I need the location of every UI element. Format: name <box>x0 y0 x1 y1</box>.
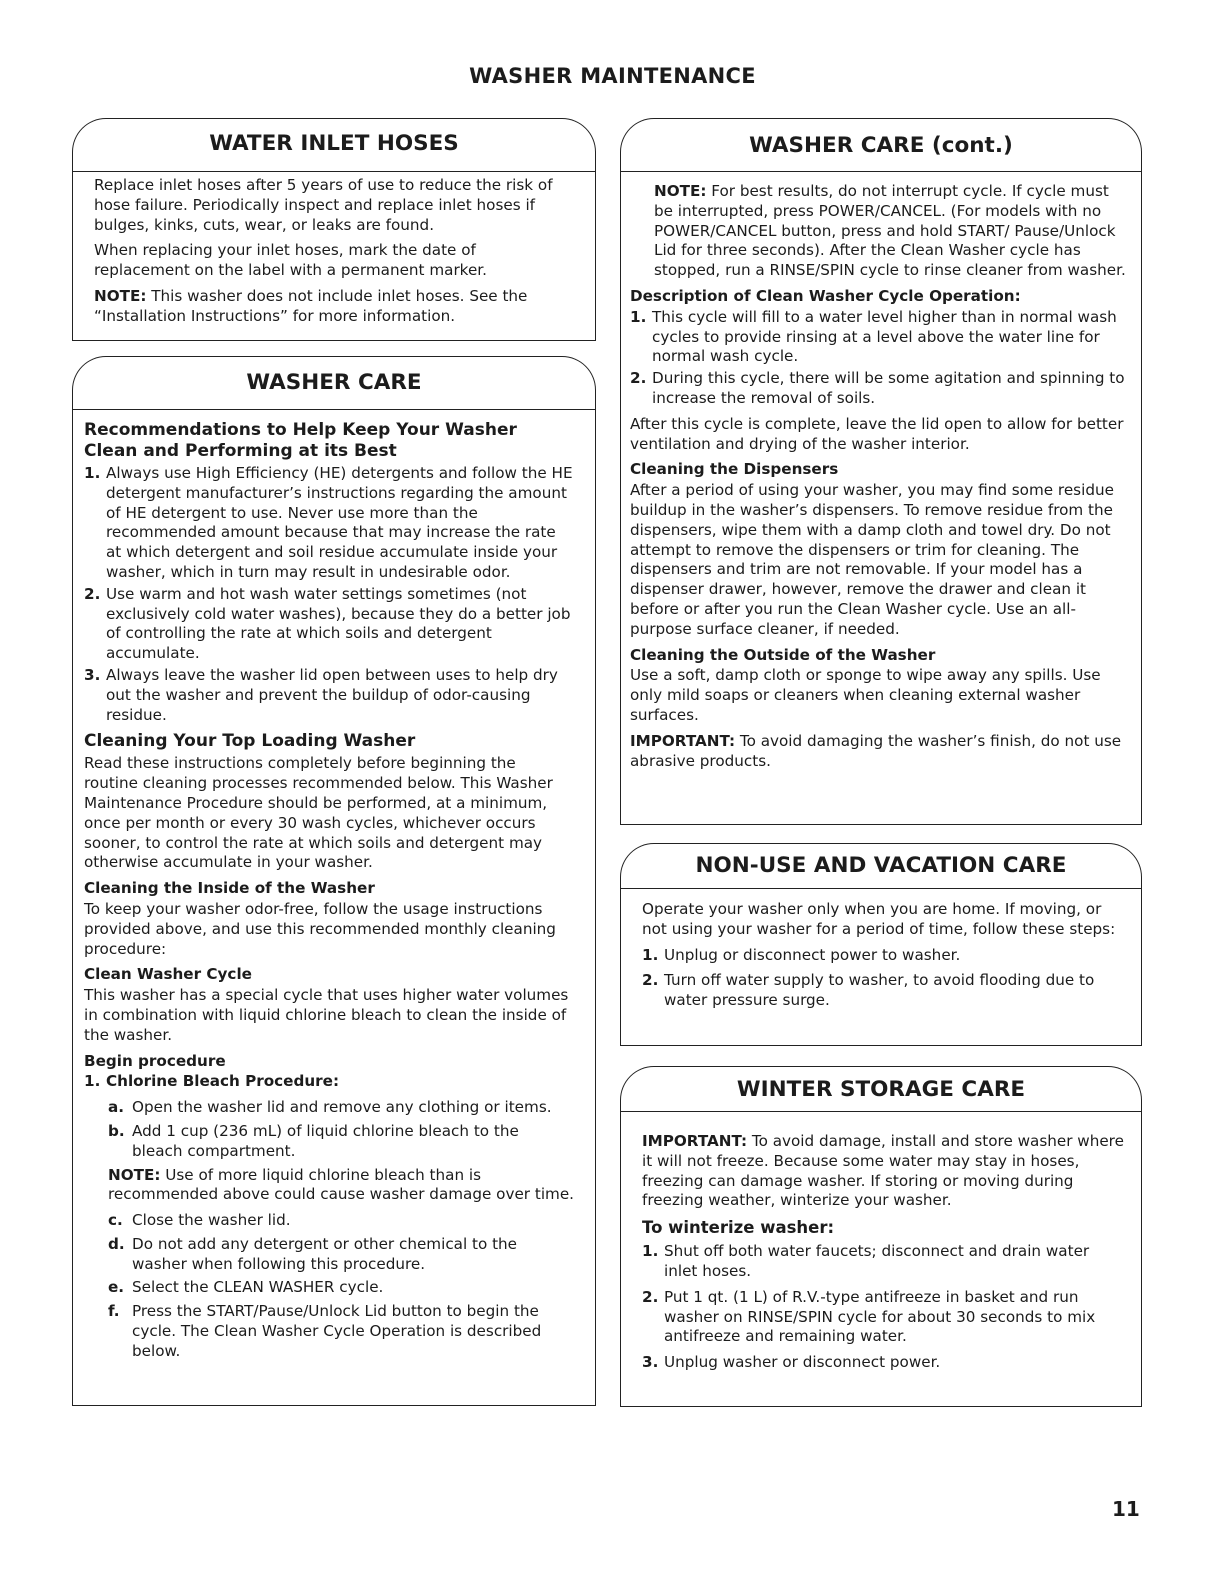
note-text: For best results, do not interrupt cycle. If cycle must be interrupted, press POWER/CANCEL. (For models with no POWER/CANCEL button, press and hold START/ Pause/Unlock Lid for three seconds). After the Clean Washer cycle has stopped, run a RINSE/SPIN cycle to rinse cleaner from washer. <box>654 182 1126 280</box>
page-title: WASHER MAINTENANCE <box>469 64 756 88</box>
dispensers-heading: Cleaning the Dispensers <box>630 460 839 479</box>
paragraph: This washer has a special cycle that uses higher water volumes in combination with liquid chlorine bleach to clean the inside of the washer. <box>84 986 569 1044</box>
list-item <box>642 971 1120 1011</box>
step-text: Select the CLEAN WASHER cycle. <box>132 1278 384 1297</box>
item-number: 1. <box>642 1242 659 1261</box>
paragraph: To keep your washer odor-free, follow the usage instructions provided above, and use this recommended monthly cleaning procedure: <box>84 899 556 958</box>
section-body <box>84 420 574 1366</box>
list-item <box>642 946 1120 966</box>
paragraph: Use a soft, damp cloth or sponge to wipe away any spills. Use only mild soaps or cleaners when cleaning external washer surfaces. <box>630 666 1101 724</box>
item-number: 1. <box>642 945 659 964</box>
note-label: NOTE: <box>108 1165 161 1184</box>
inside-heading: Cleaning the Inside of the Washer <box>84 879 375 898</box>
step-letter: c. <box>108 1211 123 1230</box>
step-letter: e. <box>108 1278 125 1297</box>
procedure-list <box>84 1072 574 1092</box>
winter-storage-section <box>620 1066 1142 1408</box>
step-item <box>108 1211 574 1231</box>
list-item <box>84 585 574 664</box>
section-title: WATER INLET HOSES <box>209 131 459 156</box>
step-item <box>108 1278 574 1298</box>
list-item <box>84 1072 574 1092</box>
item-number: 1. <box>630 307 647 326</box>
item-number: 2. <box>642 1287 659 1306</box>
list-item <box>642 1353 1124 1373</box>
section-body <box>630 182 1126 777</box>
list-item <box>630 308 1126 367</box>
section-body <box>642 900 1120 1017</box>
item-number: 3. <box>84 665 101 684</box>
section-title: NON-USE AND VACATION CARE <box>695 853 1067 878</box>
list-item <box>642 1288 1124 1347</box>
washer-care-section <box>72 356 596 1406</box>
step-text: Add 1 cup (236 mL) of liquid chlorine bleach to the bleach compartment. <box>132 1121 519 1160</box>
note-label: NOTE: <box>654 182 707 200</box>
item-text: Use warm and hot wash water settings sometimes (not exclusively cold water washes), because they do a better job of controlling the rate at which soils and detergent accumulate. <box>106 584 571 663</box>
important-label: IMPORTANT: <box>630 731 736 750</box>
paragraph: After this cycle is complete, leave the lid open to allow for better ventilation and drying of the washer interior. <box>630 414 1124 453</box>
step-item <box>108 1122 574 1162</box>
item-text: During this cycle, there will be some agitation and spinning to increase the removal of soils. <box>652 369 1125 407</box>
section-body <box>94 176 566 333</box>
list-item <box>642 1242 1124 1282</box>
begin-procedure-heading: Begin procedure <box>84 1051 226 1070</box>
item-number: 2. <box>630 369 647 388</box>
recommendations-heading: Recommendations to Help Keep Your Washer Clean and Performing at its Best <box>84 420 517 461</box>
steps-list <box>642 1242 1124 1373</box>
item-number: 2. <box>84 584 101 603</box>
item-number: 3. <box>642 1353 659 1372</box>
winterize-heading: To winterize washer: <box>642 1218 835 1238</box>
section-title: WINTER STORAGE CARE <box>736 1077 1026 1102</box>
note <box>630 182 1126 281</box>
important-note <box>630 732 1126 772</box>
clean-cycle-heading: Clean Washer Cycle <box>84 965 252 984</box>
step-letter: a. <box>108 1098 125 1117</box>
step-text: Press the START/Pause/Unlock Lid button to begin the cycle. The Clean Washer Cycle Operation is described below. <box>132 1302 542 1360</box>
outside-heading: Cleaning the Outside of the Washer <box>630 645 936 664</box>
item-number: 1. <box>84 1072 101 1091</box>
item-text: Unplug washer or disconnect power. <box>664 1353 941 1372</box>
item-text: Turn off water supply to washer, to avoid flooding due to water pressure surge. <box>664 971 1095 1010</box>
steps-list <box>84 1211 574 1362</box>
step-item <box>108 1235 574 1275</box>
note-text: Use of more liquid chlorine bleach than is recommended above could cause washer damage over time. <box>108 1165 575 1204</box>
item-text: Unplug or disconnect power to washer. <box>664 945 961 964</box>
step-letter: b. <box>108 1121 125 1140</box>
paragraph: When replacing your inlet hoses, mark the date of replacement on the label with a permanent marker. <box>94 241 487 280</box>
top-loading-heading: Cleaning Your Top Loading Washer <box>84 731 416 752</box>
important-text: To avoid damage, install and store washer where it will not freeze. Because some water may stay in hoses, freezing can damage washer. If storing or moving during freezing weather, winterize your washer. <box>642 1132 1124 1210</box>
chlorine-heading: Chlorine Bleach Procedure: <box>106 1072 340 1091</box>
item-text: This cycle will fill to a water level higher than in normal wash cycles to provide rinsing at a level above the water line for normal wash cycle. <box>652 307 1117 366</box>
item-number: 1. <box>84 464 101 482</box>
paragraph: After a period of using your washer, you may find some residue buildup in the washer’s dispensers. To remove residue from the dispensers, wipe them with a damp cloth and towel dry. Do not attempt to remove the dispensers or trim for cleaning. The dispensers and trim are not removable. If your model has a dispenser drawer, however, remove the drawer and clean it before or after you run the Clean Washer cycle. Use an all-purpose surface cleaner, if needed. <box>630 481 1114 638</box>
note-label: NOTE: <box>94 286 147 305</box>
water-inlet-hoses-section <box>72 118 596 342</box>
paragraph: Read these instructions completely before beginning the routine cleaning processes recommended below. This Washer Maintenance Procedure should be performed, at a minimum, once per month or every 30 wash cycles, whichever occurs sooner, to control the rate at which soils and detergent may otherwise accumulate in your washer. <box>84 754 553 872</box>
step-text: Close the washer lid. <box>132 1211 291 1230</box>
list-item <box>84 464 574 583</box>
section-body <box>642 1132 1124 1379</box>
list-item <box>84 666 574 725</box>
important-note <box>642 1132 1124 1211</box>
note <box>94 287 566 327</box>
paragraph: Replace inlet hoses after 5 years of use to reduce the risk of hose failure. Periodically inspect and replace inlet hoses if bulges, kinks, cuts, wear, or leaks are found. <box>94 176 553 234</box>
item-text: Shut off both water faucets; disconnect and drain water inlet hoses. <box>664 1242 1090 1280</box>
item-number: 2. <box>642 971 659 990</box>
section-title: WASHER CARE <box>246 370 422 395</box>
page-number: 11 <box>1112 1497 1140 1521</box>
step-letter: d. <box>108 1234 125 1253</box>
item-text: Always leave the washer lid open between uses to help dry out the washer and prevent the buildup of odor-causing residue. <box>106 665 558 724</box>
item-text: Put 1 qt. (1 L) of R.V.-type antifreeze in basket and run washer on RINSE/SPIN cycle for about 30 seconds to mix antifreeze and remaining water. <box>664 1287 1096 1346</box>
steps-list <box>642 946 1120 1011</box>
paragraph: Operate your washer only when you are home. If moving, or not using your washer for a period of time, follow these steps: <box>642 900 1116 938</box>
description-heading: Description of Clean Washer Cycle Operation: <box>630 286 1021 305</box>
step-item <box>108 1302 574 1361</box>
list-item <box>630 369 1126 409</box>
item-text: Always use High Efficiency (HE) detergents and follow the HE detergent manufacturer’s instructions regarding the amount of HE detergent to use. Never use more than the recommended amount because that may increase the rate at which detergent and soil residue accumulate inside your washer, which in turn may result in undesirable odor. <box>106 464 573 581</box>
step-text: Do not add any detergent or other chemical to the washer when following this procedure. <box>132 1234 518 1273</box>
bleach-note <box>84 1166 574 1206</box>
note-text: This washer does not include inlet hoses. See the “Installation Instructions” for more information. <box>94 286 528 325</box>
step-letter: f. <box>108 1302 120 1321</box>
step-item <box>108 1098 574 1118</box>
steps-list <box>84 1098 574 1161</box>
section-title: WASHER CARE (cont.) <box>749 133 1013 158</box>
important-label: IMPORTANT: <box>642 1132 748 1150</box>
important-text: To avoid damaging the washer’s finish, do not use abrasive products. <box>630 731 1122 770</box>
washer-care-cont-section <box>620 118 1142 826</box>
recommendations-list <box>84 464 574 725</box>
description-list <box>630 308 1126 409</box>
non-use-section <box>620 843 1142 1047</box>
step-text: Open the washer lid and remove any clothing or items. <box>132 1098 552 1117</box>
